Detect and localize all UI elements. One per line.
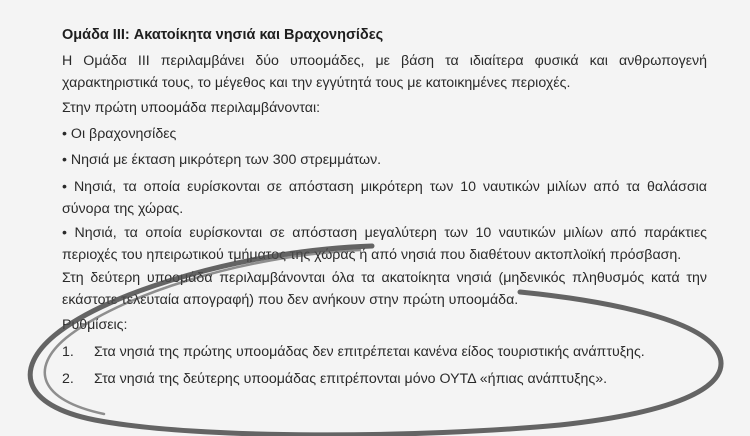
regulation-text: Στα νησιά της δεύτερης υποομάδας επιτρέπονται μόνο ΟΥΤΔ «ήπιας ανάπτυξης». bbox=[94, 371, 608, 387]
subgroup-2-paragraph: Στη δεύτερη υποομάδα περιλαμβάνονται όλα τα ακατοίκητα νησιά (μηδενικός πληθυσμός κατά την εκάστοτε τελευταία απογραφή) που δεν ανήκουν στην πρώτη υποομάδα. bbox=[62, 270, 707, 308]
regulation-text: Στα νησιά της πρώτης υποομάδας δεν επιτρέπεται κανένα είδος τουριστικής ανάπτυξης. bbox=[94, 344, 645, 360]
bullet-symbol: • bbox=[62, 225, 67, 241]
bullet-item bbox=[62, 222, 707, 266]
bullet-symbol: • bbox=[62, 179, 67, 195]
regulation-number: 2. bbox=[62, 371, 74, 387]
bullet-item bbox=[62, 149, 707, 171]
bullet-item bbox=[62, 176, 707, 220]
bullet-text: Νησιά, τα οποία ευρίσκονται σε απόσταση μεγαλύτερη των 10 ναυτικών μιλίων από παράκτιες περιοχές του ηπειρωτικού τμήματος της χώρας ή από νησιά που διαθέτουν ακτοπλοϊκή πρόσβαση. bbox=[62, 225, 707, 263]
regulation-number: 1. bbox=[62, 344, 74, 360]
bullet-item bbox=[62, 123, 707, 145]
bullet-text: Οι βραχονησίδες bbox=[70, 126, 177, 142]
intro-paragraph: Η Ομάδα III περιλαμβάνει δύο υποομάδες, με βάση τα ιδιαίτερα φυσικά και ανθρωπογενή χαρακτηριστικά τους, το μέγεθος και την εγγύτητά τους με κατοικημένες περιοχές. bbox=[62, 53, 707, 91]
subgroup-1-intro: Στην πρώτη υποομάδα περιλαμβάνονται: bbox=[62, 100, 321, 116]
bullet-symbol: • bbox=[62, 126, 67, 142]
bullet-text: Νησιά με έκταση μικρότερη των 300 στρεμμάτων. bbox=[70, 152, 382, 168]
regulations-label: Ρυθμίσεις: bbox=[62, 317, 128, 333]
regulation-item bbox=[62, 368, 707, 390]
bullet-text: Νησιά, τα οποία ευρίσκονται σε απόσταση μικρότερη των 10 ναυτικών μιλίων από τα θαλάσσια σύνορα της χώρας. bbox=[62, 179, 707, 217]
section-heading: Ομάδα III: Ακατοίκητα νησιά και Βραχονησίδες bbox=[62, 27, 384, 43]
bullet-symbol: • bbox=[62, 152, 67, 168]
regulation-item bbox=[62, 341, 707, 363]
